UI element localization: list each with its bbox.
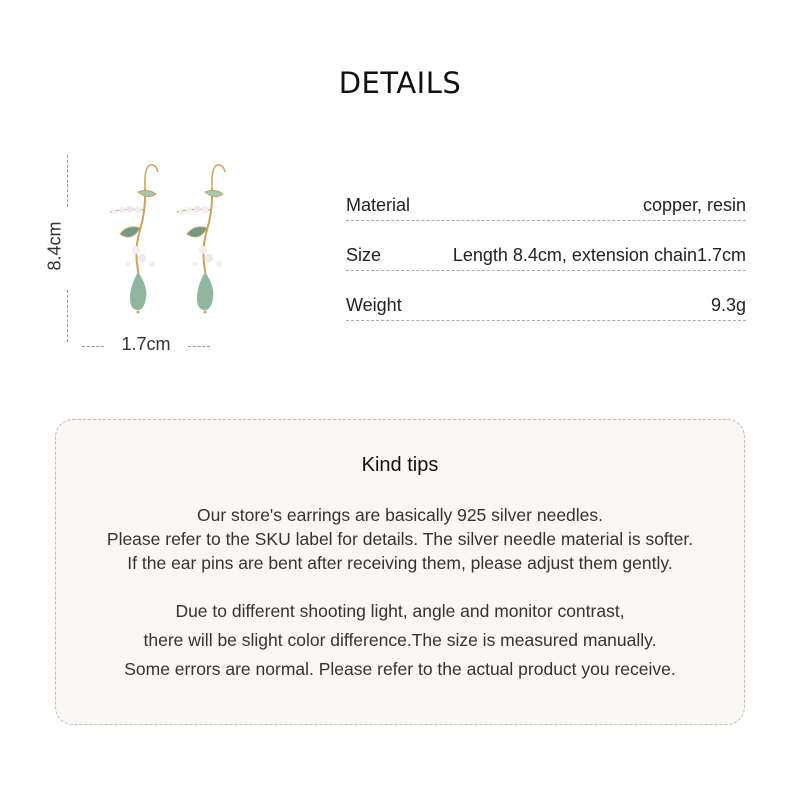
spec-row-material xyxy=(346,188,746,221)
height-dimension-line xyxy=(67,155,68,340)
spec-label: Material xyxy=(346,195,411,215)
spec-row-weight xyxy=(346,271,746,321)
tips-line: there will be slight color difference.The size is measured manually. xyxy=(143,630,657,650)
width-dimension xyxy=(82,334,210,358)
tips-line: Due to different shooting light, angle and monitor contrast, xyxy=(175,601,625,621)
earring-right xyxy=(177,165,225,314)
spec-value: Length 8.4cm, extension chain1.7cm xyxy=(452,245,746,265)
width-dimension-label: 1.7cm xyxy=(121,334,171,354)
spec-value: 9.3g xyxy=(710,295,746,315)
tips-title: Kind tips xyxy=(361,454,439,476)
spec-value: copper, resin xyxy=(642,195,746,215)
spec-table xyxy=(346,188,746,321)
product-image-earrings xyxy=(100,160,240,320)
height-dimension-label: 8.4cm xyxy=(44,221,65,271)
tips-paragraph-needles xyxy=(56,503,744,575)
dimension-dash-top xyxy=(67,155,68,207)
earring-left xyxy=(110,165,158,314)
tips-paragraph-color xyxy=(56,597,744,684)
tips-line: If the ear pins are bent after receiving them, please adjust them gently. xyxy=(127,553,673,573)
dimension-dash-bottom xyxy=(67,290,68,342)
dimension-dash-right xyxy=(188,346,210,347)
tips-line: Please refer to the SKU label for details. The silver needle material is softer. xyxy=(106,529,694,549)
spec-label: Weight xyxy=(346,295,402,315)
spec-label: Size xyxy=(346,245,382,265)
spec-row-size xyxy=(346,221,746,271)
tips-line: Some errors are normal. Please refer to the actual product you receive. xyxy=(124,659,676,679)
page-title: DETAILS xyxy=(338,66,462,100)
tips-line: Our store's earrings are basically 925 silver needles. xyxy=(196,505,604,525)
kind-tips-box xyxy=(55,419,745,725)
